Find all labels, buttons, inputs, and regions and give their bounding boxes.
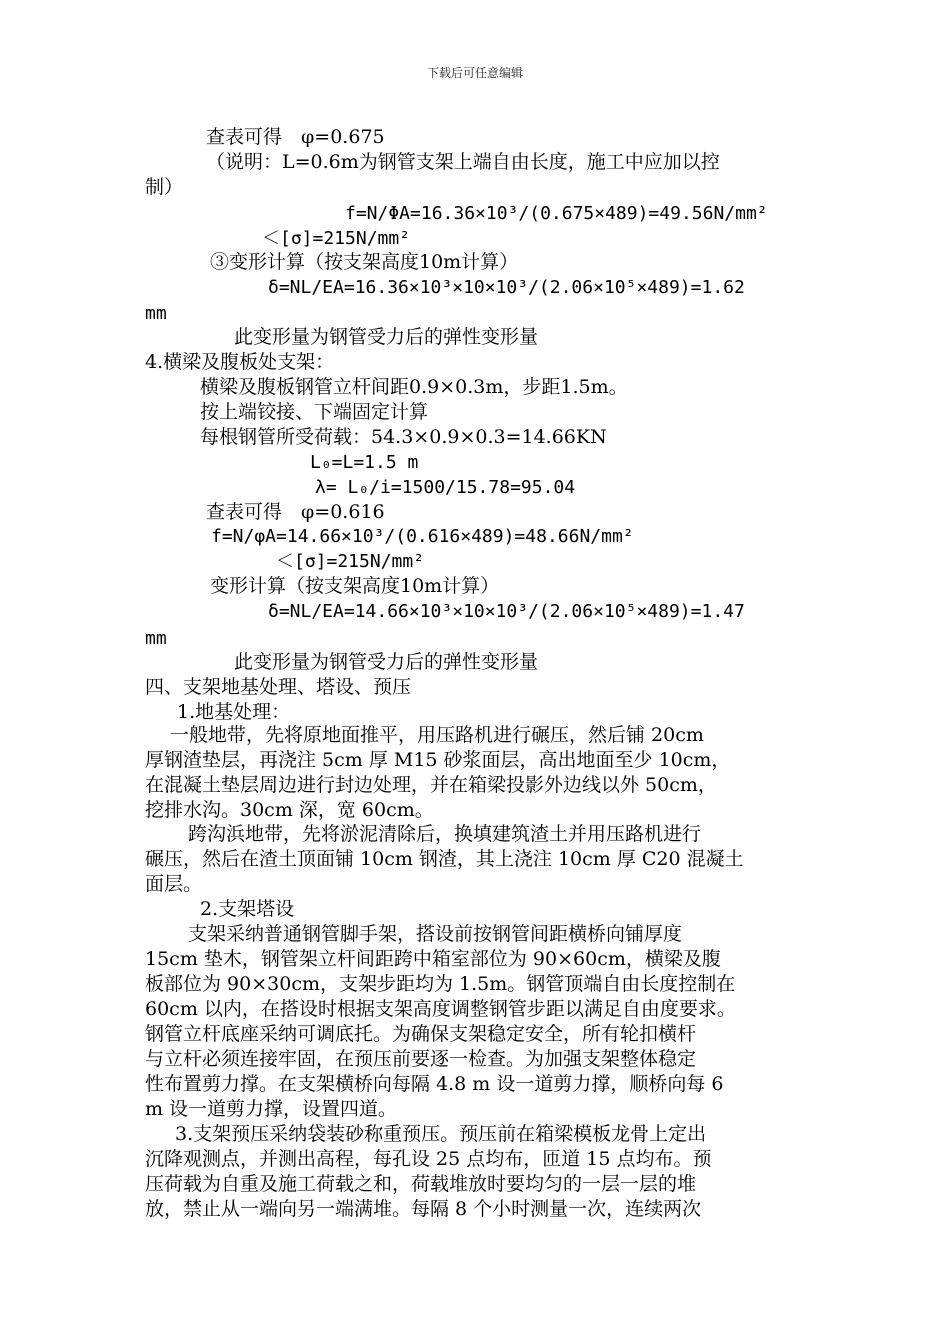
paragraph-line: 沉降观测点，并测出高程，每孔设 25 点均布，匝道 15 点均布。预 (145, 1148, 712, 1170)
paragraph-line: 压荷载为自重及施工荷载之和，荷载堆放时要均匀的一层一层的堆 (145, 1173, 697, 1195)
text-line: 横梁及腹板钢管立杆间距0.9×0.3m，步距1.5m。 (200, 376, 628, 398)
text-line: （说明：L=0.6m为钢管支架上端自由长度，施工中应加以控 (206, 151, 720, 173)
section-heading: 四、支架地基处理、塔设、预压 (145, 676, 412, 698)
text-line: 制） (145, 176, 184, 198)
subsection-heading: 2.支架塔设 (200, 898, 295, 920)
subsection-heading: 1.地基处理： (177, 701, 291, 723)
paragraph-line: 性布置剪力撑。在支架横桥向每隔 4.8 m 设一道剪力撑，顺桥向每 6 (145, 1073, 724, 1095)
paragraph-line: 60cm 以内，在搭设时根据支架高度调整钢管步距以满足自由度要求。 (145, 998, 736, 1020)
text-line: 按上端铰接、下端固定计算 (200, 401, 429, 423)
page-header: 下载后可任意编辑 (426, 66, 523, 80)
paragraph-line: 放，禁止从一端向另一端满堆。每隔 8 个小时测量一次，连续两次 (145, 1198, 702, 1220)
paragraph-line: 支架采纳普通钢管脚手架，搭设前按钢管间距横桥向铺厚度 (188, 923, 683, 945)
text-line: 变形计算（按支架高度10m计算） (210, 575, 500, 597)
text-line: 每根钢管所受荷载：54.3×0.9×0.3=14.66KN (200, 426, 607, 448)
formula-line: λ= L₀/i=1500/15.78=95.04 (315, 477, 576, 498)
paragraph-line: m 设一道剪力撑，设置四道。 (145, 1098, 398, 1120)
paragraph-line: 跨沟浜地带，先将淤泥清除后，换填建筑渣土并用压路机进行 (188, 823, 702, 845)
formula-line: δ=NL/EA=14.66×10³×10×10³/(2.06×10⁵×489)=1.47 (268, 601, 745, 622)
section-heading: 4.横梁及腹板处支架： (145, 351, 335, 373)
text-line: ③变形计算（按支架高度10m计算） (210, 251, 519, 273)
paragraph-line: 板部位为 90×30cm，支架步距均为 1.5m。钢管顶端自由长度控制在 (145, 973, 736, 995)
formula-line: f=N/φA=14.66×10³/(0.616×489)=48.66N/mm² (211, 526, 634, 547)
paragraph-line: 一般地带，先将原地面推平，用压路机进行碾压，然后铺 20cm (170, 724, 704, 746)
formula-line: f=N/ΦA=16.36×10³/(0.675×489)=49.56N/mm² (345, 203, 768, 224)
paragraph-line: 15cm 垫木，钢管架立杆间距跨中箱室部位为 90×60cm，横梁及腹 (145, 948, 721, 970)
text-line: mm (145, 303, 167, 324)
text-line: 查表可得 φ=0.675 (206, 126, 385, 148)
paragraph-line: 厚钢渣垫层，再浇注 5cm 厚 M15 砂浆面层，高出地面至少 10cm， (145, 749, 731, 771)
text-line: mm (145, 628, 167, 649)
paragraph-line: 面层。 (145, 873, 203, 895)
paragraph-line: 3.支架预压采纳袋装砂称重预压。预压前在箱梁模板龙骨上定出 (175, 1123, 707, 1145)
paragraph-line: 挖排水沟。30cm 深，宽 60cm。 (145, 799, 434, 821)
paragraph-line: 钢管立杆底座采纳可调底托。为确保支架稳定安全，所有轮扣横杆 (145, 1023, 697, 1045)
text-line: 此变形量为钢管受力后的弹性变形量 (234, 326, 539, 348)
text-line: 查表可得 φ=0.616 (206, 501, 385, 523)
text-line: 此变形量为钢管受力后的弹性变形量 (234, 651, 539, 673)
formula-line: ＜[σ]=215N/mm² (276, 551, 425, 572)
paragraph-line: 碾压，然后在渣土顶面铺 10cm 钢渣，其上浇注 10cm 厚 C20 混凝土 (145, 848, 744, 870)
formula-line: ＜[σ]=215N/mm² (262, 228, 411, 249)
paragraph-line: 与立杆必须连接牢固，在预压前要逐一检查。为加强支架整体稳定 (145, 1048, 697, 1070)
paragraph-line: 在混凝土垫层周边进行封边处理，并在箱梁投影外边线以外 50cm， (145, 774, 717, 796)
formula-line: δ=NL/EA=16.36×10³×10×10³/(2.06×10⁵×489)=1.62 (268, 277, 745, 298)
formula-line: L₀=L=1.5 m (310, 452, 419, 473)
